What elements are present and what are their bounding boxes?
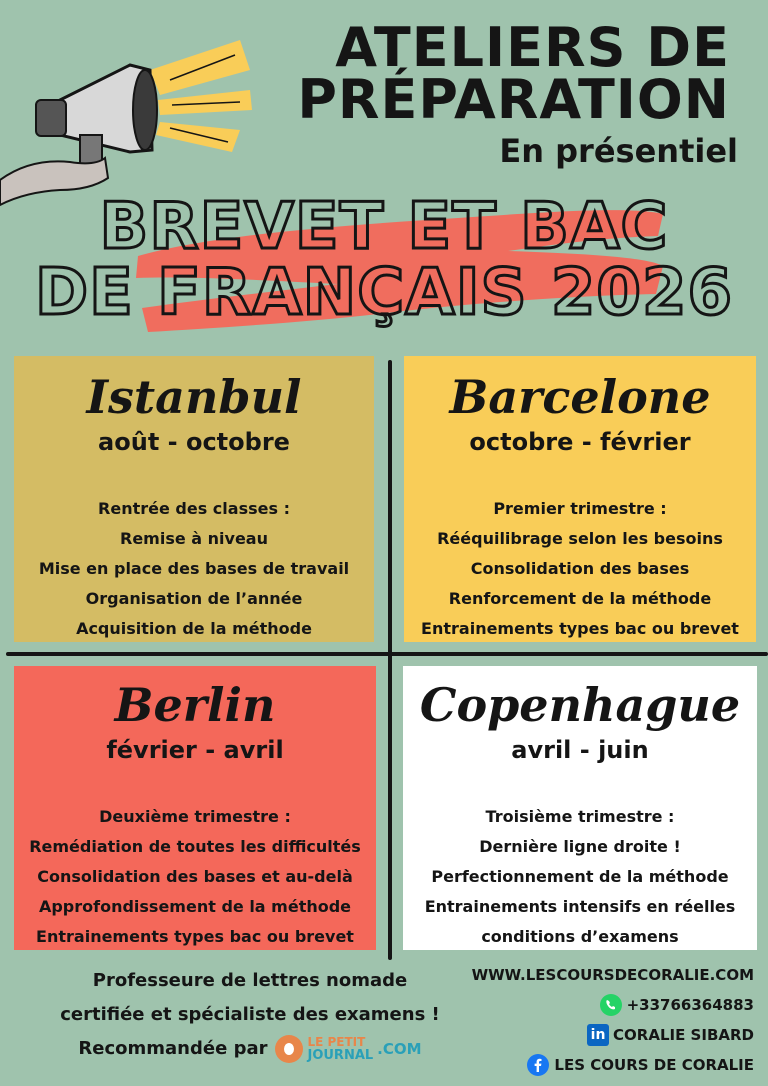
linkedin-icon: in: [587, 1024, 609, 1046]
list-item: Premier trimestre :: [493, 499, 667, 518]
session-items: [403, 802, 757, 952]
website-link[interactable]: [472, 960, 754, 990]
session-berlin: [14, 666, 376, 950]
list-item: Consolidation des bases et au-delà: [37, 867, 353, 886]
list-item: Perfectionnement de la méthode: [431, 867, 729, 886]
whatsapp-number: +33766364883: [626, 996, 754, 1014]
megaphone-icon: [0, 40, 260, 210]
le-petit-journal-logo[interactable]: [275, 1032, 421, 1066]
session-period: avril - juin: [511, 736, 649, 764]
title-line-1: ATELIERS DE: [335, 16, 730, 79]
linkedin-name: CORALIE SIBARD: [613, 1026, 754, 1044]
session-period: août - octobre: [98, 428, 290, 456]
list-item: Entrainements types bac ou brevet: [421, 619, 739, 638]
whatsapp-contact[interactable]: [472, 990, 754, 1020]
horizontal-divider: [6, 652, 768, 656]
linkedin-contact[interactable]: [472, 1020, 754, 1050]
whatsapp-icon: [599, 993, 623, 1017]
website-text: WWW.LESCOURSDECORALIE.COM: [471, 966, 754, 984]
teacher-line-1: Professeure de lettres nomade: [92, 970, 408, 991]
list-item: Consolidation des bases: [470, 559, 690, 578]
facebook-contact[interactable]: [472, 1050, 754, 1080]
teacher-info: [30, 964, 470, 1066]
list-item: conditions d’examens: [481, 927, 679, 946]
list-item: Rééquilibrage selon les besoins: [437, 529, 723, 548]
list-item: Mise en place des bases de travail: [38, 559, 350, 578]
list-item: Approfondissement de la méthode: [38, 897, 352, 916]
city-name: Barcelone: [449, 370, 711, 424]
workshop-title: [297, 16, 730, 131]
session-copenhague: [403, 666, 757, 950]
session-items: [404, 494, 756, 644]
list-item: Renforcement de la méthode: [448, 589, 712, 608]
title-line-2: PRÉPARATION: [297, 68, 730, 131]
list-item: Entrainements types bac ou brevet: [36, 927, 354, 946]
recommended-label: Recommandée par: [78, 1038, 268, 1059]
list-item: Troisième trimestre :: [485, 807, 675, 826]
session-period: octobre - février: [469, 428, 691, 456]
exam-title: [0, 190, 768, 330]
contact-info: [472, 960, 754, 1080]
facebook-name: LES COURS DE CORALIE: [554, 1056, 754, 1074]
recommendation: [78, 1032, 421, 1066]
list-item: Deuxième trimestre :: [99, 807, 291, 826]
logo-com: .COM: [377, 1040, 422, 1058]
teacher-line-2: certifiée et spécialiste des examens !: [60, 1004, 440, 1025]
session-items: [14, 494, 374, 644]
session-barcelone: [404, 356, 756, 642]
list-item: Dernière ligne droite !: [479, 837, 681, 856]
logo-le-petit: LE PETIT: [307, 1035, 366, 1049]
list-item: Organisation de l’année: [85, 589, 303, 608]
list-item: Rentrée des classes :: [98, 499, 290, 518]
session-period: février - avril: [106, 736, 284, 764]
list-item: Entrainements intensifs en réelles: [424, 897, 736, 916]
vertical-divider: [388, 360, 392, 960]
session-istanbul: [14, 356, 374, 642]
workshop-subtitle: En présentiel: [499, 132, 738, 170]
session-items: [14, 802, 376, 952]
city-name: Berlin: [114, 678, 276, 732]
logo-journal: JOURNAL: [307, 1048, 374, 1063]
le-petit-journal-icon: [275, 1035, 303, 1063]
facebook-icon: [526, 1053, 550, 1077]
exam-title-line-2: DE FRANÇAIS 2026: [34, 256, 734, 330]
list-item: Remise à niveau: [120, 529, 268, 548]
logo-text: [307, 1036, 373, 1062]
exam-title-line-1: BREVET ET BAC: [99, 190, 669, 264]
city-name: Istanbul: [86, 370, 302, 424]
list-item: Acquisition de la méthode: [76, 619, 312, 638]
city-name: Copenhague: [419, 678, 741, 732]
list-item: Remédiation de toutes les difficultés: [29, 837, 361, 856]
